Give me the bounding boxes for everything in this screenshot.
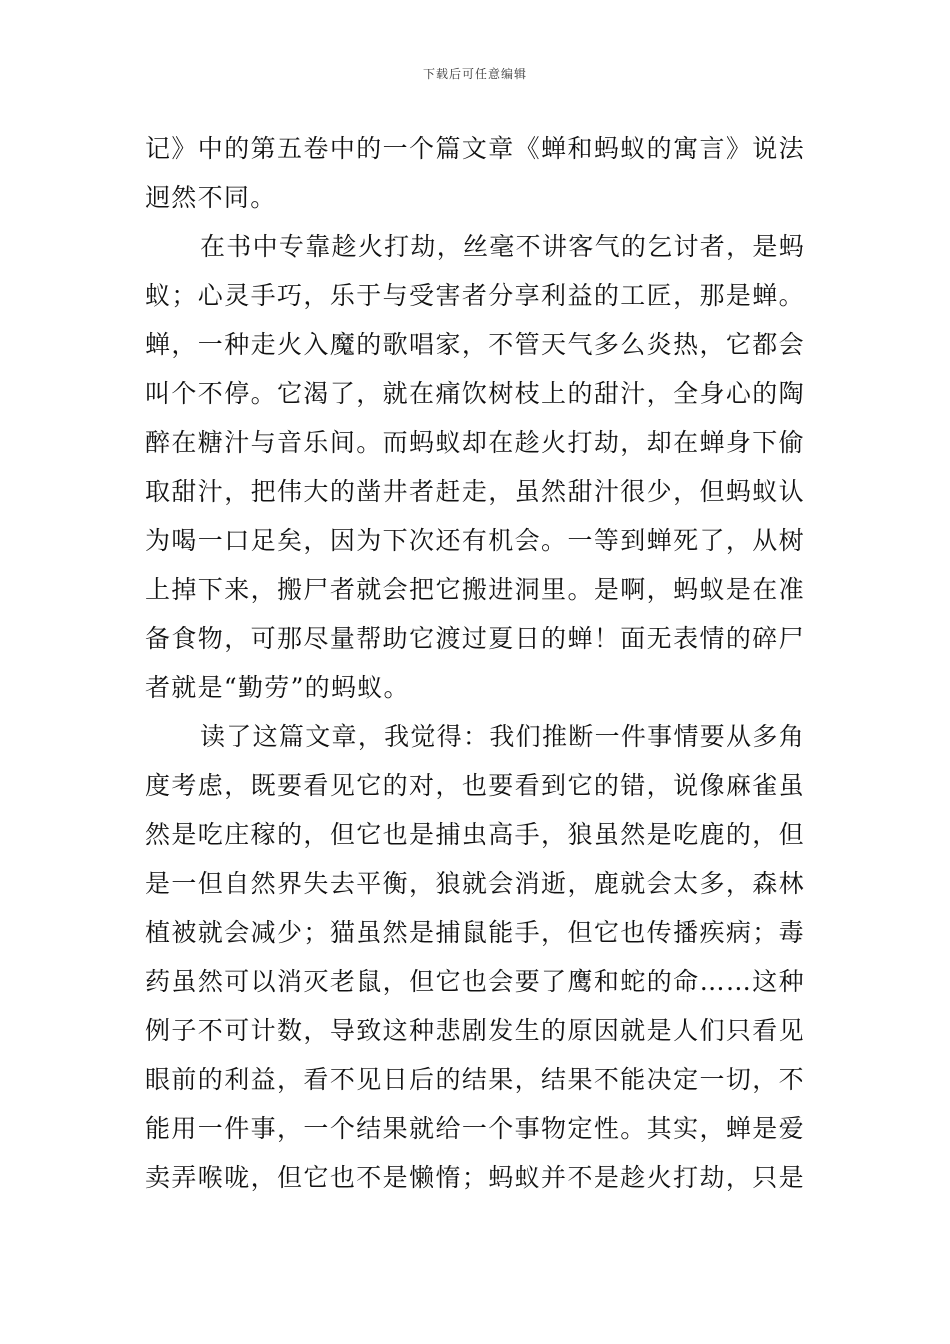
text-line: 蝉，一种走火入魔的歌唱家，不管天气多么炎热，它都会 — [145, 330, 805, 359]
text-line: 药虽然可以消灭老鼠，但它也会要了鹰和蛇的命……这种 — [145, 967, 805, 996]
text-line: 记》中的第五卷中的一个篇文章《蝉和蚂蚁的寓言》说法 — [145, 134, 805, 163]
text-line: 为喝一口足矣，因为下次还有机会。一等到蝉死了，从树 — [145, 526, 805, 555]
text-line: 蚁；心灵手巧，乐于与受害者分享利益的工匠，那是蝉。 — [145, 281, 805, 310]
text-line: 叫个不停。它渴了，就在痛饮树枝上的甜汁，全身心的陶 — [145, 379, 805, 408]
text-line: 然是吃庄稼的，但它也是捕虫高手，狼虽然是吃鹿的，但 — [145, 820, 805, 849]
document-body — [145, 124, 825, 1202]
text-line: 例子不可计数，导致这种悲剧发生的原因就是人们只看见 — [145, 1016, 805, 1045]
page-header: 下载后可任意编辑 — [422, 67, 527, 81]
text-line: 醉在糖汁与音乐间。而蚂蚁却在趁火打劫，却在蝉身下偷 — [145, 428, 805, 457]
paragraph-first-line: 在书中专靠趁火打劫，丝毫不讲客气的乞讨者，是蚂 — [200, 232, 805, 261]
text-line: 取甜汁，把伟大的凿井者赶走，虽然甜汁很少，但蚂蚁认 — [145, 477, 805, 506]
text-line: 是一但自然界失去平衡，狼就会消逝，鹿就会太多，森林 — [145, 869, 805, 898]
text-line: 度考虑，既要看见它的对，也要看到它的错，说像麻雀虽 — [145, 771, 805, 800]
text-line: 能用一件事，一个结果就给一个事物定性。其实，蝉是爱 — [145, 1114, 805, 1143]
paragraph-first-line: 读了这篇文章，我觉得：我们推断一件事情要从多角 — [200, 722, 805, 751]
text-line: 迥然不同。 — [145, 183, 277, 212]
text-line: 者就是“勤劳”的蚂蚁。 — [145, 673, 410, 702]
text-line: 植被就会减少；猫虽然是捕鼠能手，但它也传播疾病；毒 — [145, 918, 805, 947]
text-line: 卖弄喉咙，但它也不是懒惰；蚂蚁并不是趁火打劫，只是 — [145, 1163, 805, 1192]
text-line: 眼前的利益，看不见日后的结果，结果不能决定一切，不 — [145, 1065, 805, 1094]
text-line: 备食物，可那尽量帮助它渡过夏日的蝉！面无表情的碎尸 — [145, 624, 805, 653]
text-line: 上掉下来，搬尸者就会把它搬进洞里。是啊，蚂蚁是在准 — [145, 575, 805, 604]
